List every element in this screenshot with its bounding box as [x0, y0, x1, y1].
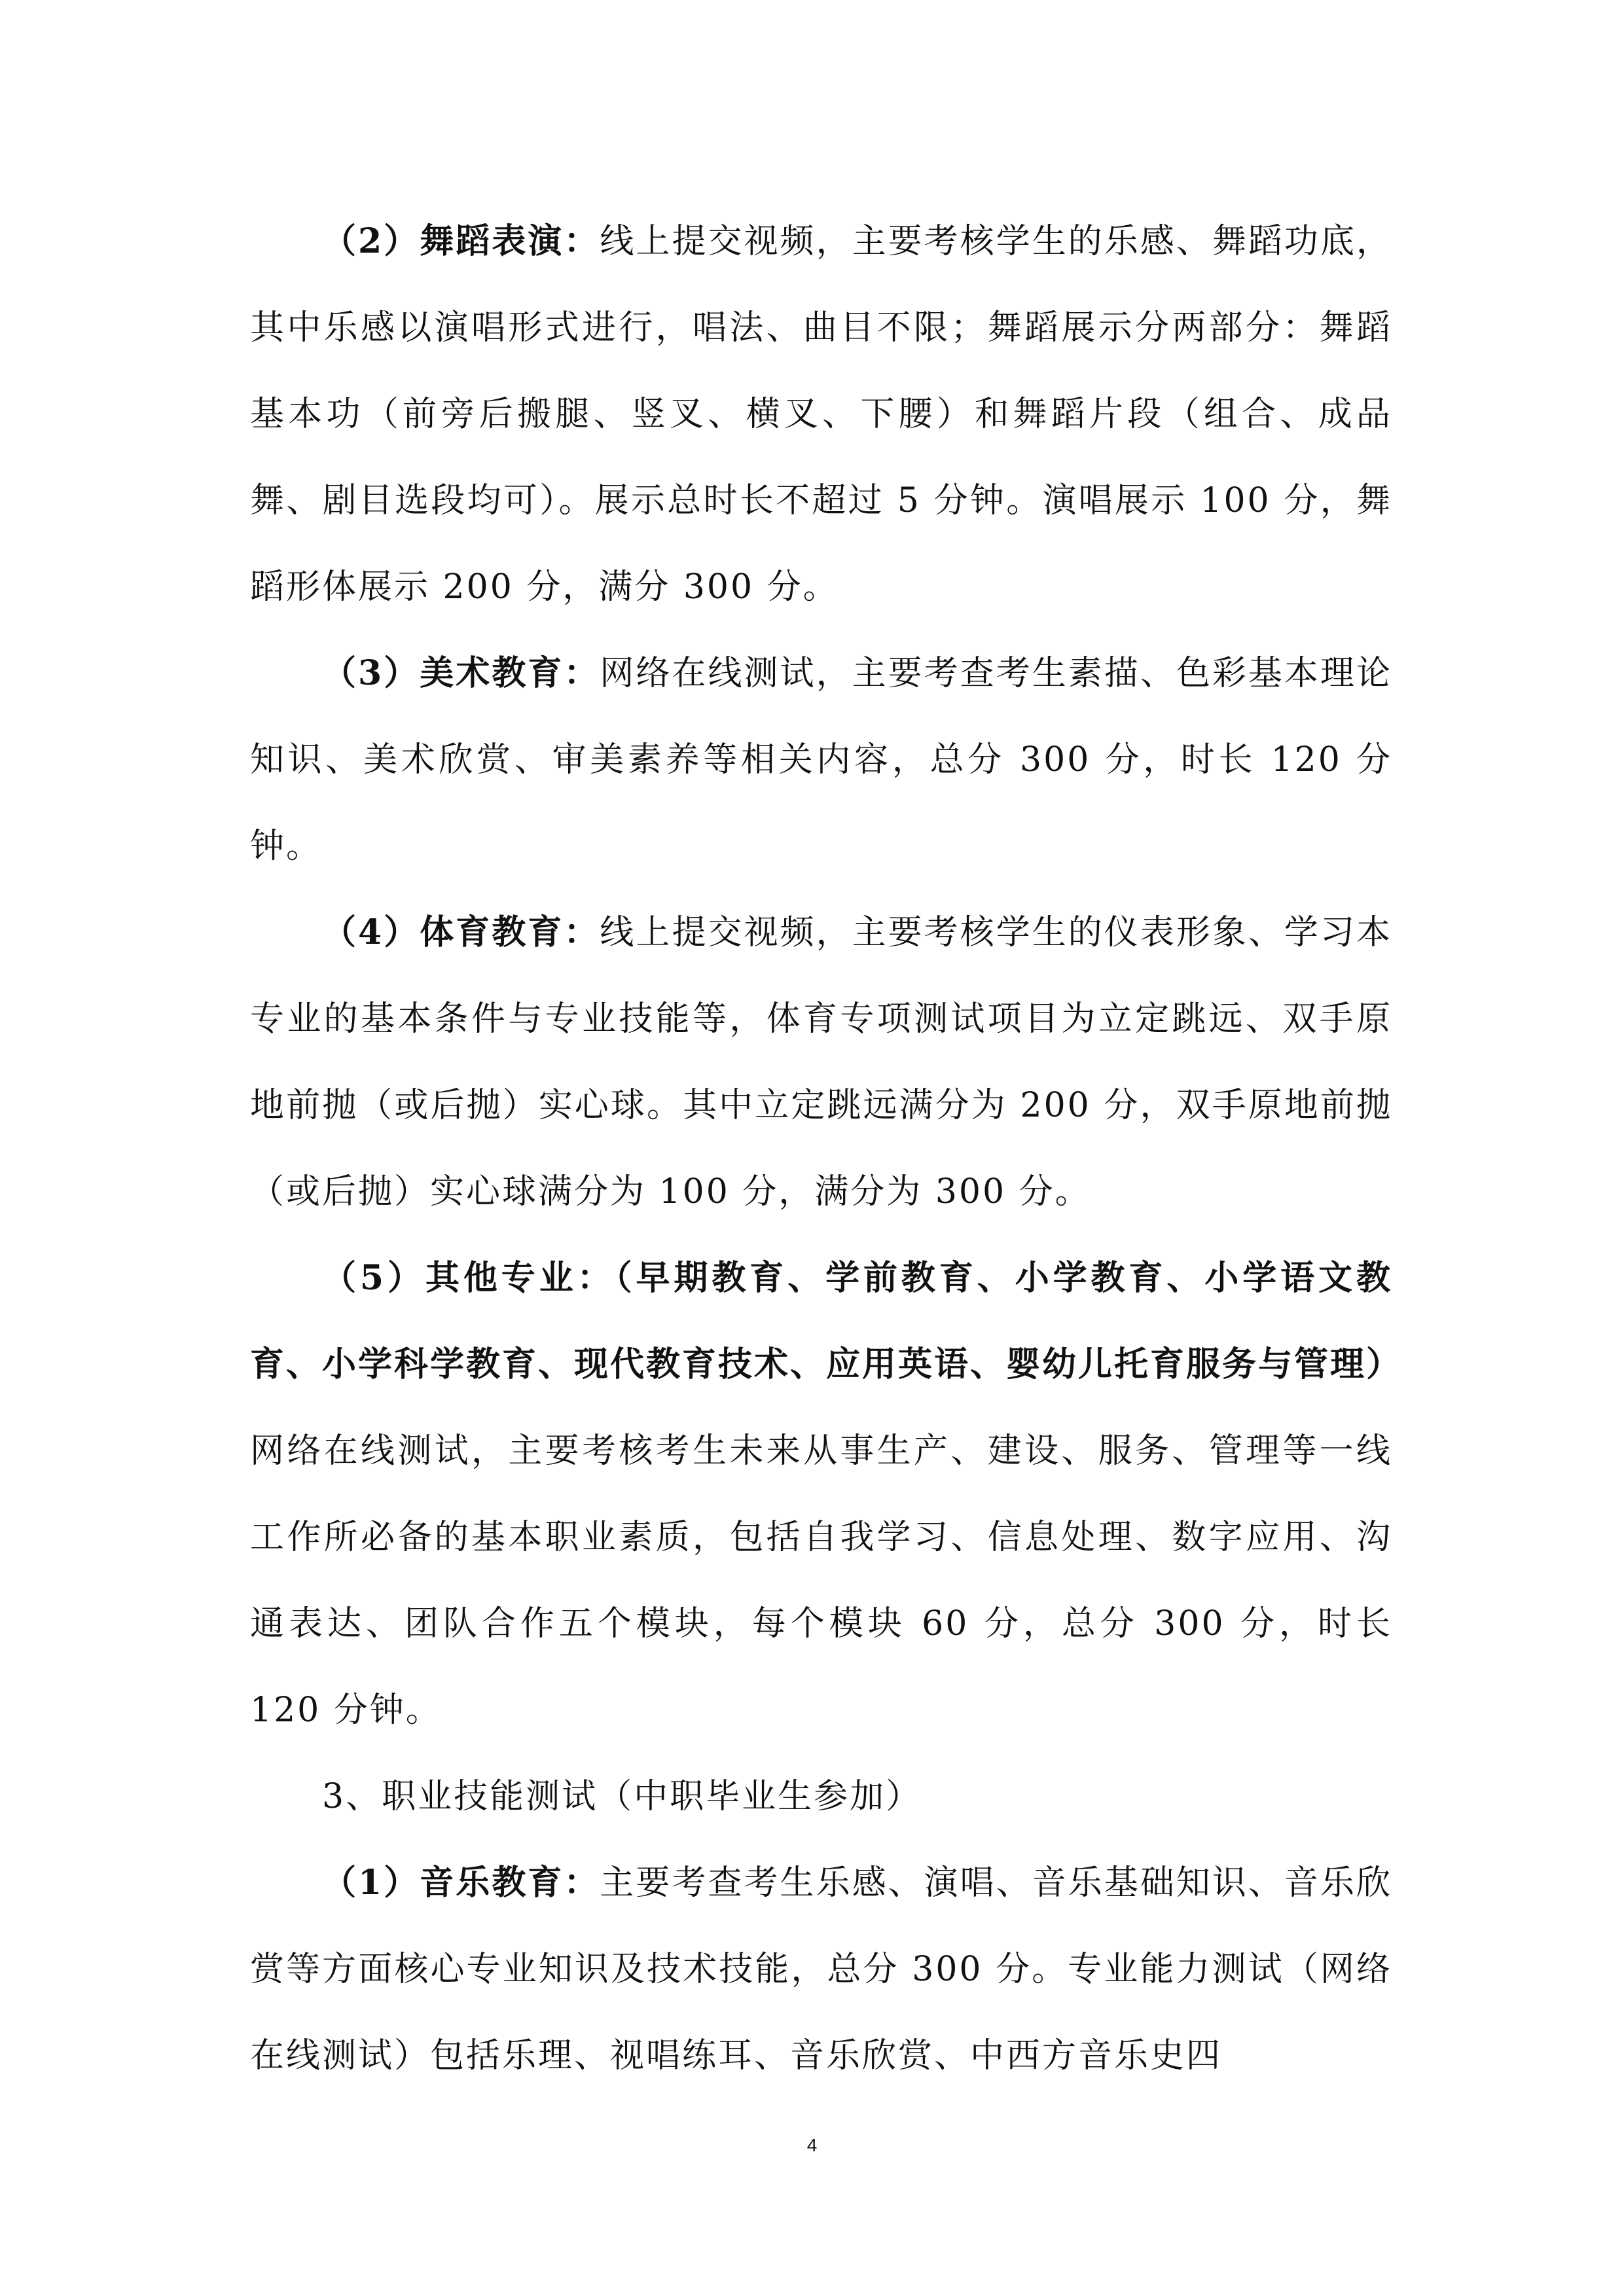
section-heading-text: 3、职业技能测试（中职毕业生参加） — [322, 1777, 922, 1816]
paragraph-text: 线上提交视频，主要考核学生的乐感、舞蹈功底，其中乐感以演唱形式进行，唱法、曲目不限；舞蹈展示分两部分：舞蹈基本功（前旁后搬腿、竖叉、横叉、下腰）和舞蹈片段（组合、成品舞、剧目选段均可）。展示总时长不超过 5 分钟。演唱展示 100 分，舞蹈形体展示 200 分，满分 300 分。 — [250, 222, 1392, 607]
paragraph-other — [250, 1235, 1403, 1753]
paragraph-text: 网络在线测试，主要考查考生素描、色彩基本理论知识、美术欣赏、审美素养等相关内容，总分 300 分，时长 120 分钟。 — [250, 654, 1392, 866]
paragraph-text: 网络在线测试，主要考核考生未来从事生产、建设、服务、管理等一线工作所必备的基本职业素质，包括自我学习、信息处理、数字应用、沟通表达、团队合作五个模块，每个模块 60 分，总分 300 分，时长 120 分钟。 — [250, 1431, 1392, 1730]
paragraph-label: （4）体育教育： — [322, 912, 600, 952]
section-heading-3 — [250, 1753, 1392, 1840]
paragraph-label: （3）美术教育： — [322, 653, 600, 693]
paragraph-text: 主要考查考生乐感、演唱、音乐基础知识、音乐欣赏等方面核心专业知识及技术技能，总分 300 分。专业能力测试（网络在线测试）包括乐理、视唱练耳、音乐欣赏、中西方音乐史四 — [250, 1863, 1392, 2075]
paragraph-dance — [250, 198, 1392, 630]
paragraph-music — [250, 1840, 1392, 2099]
paragraph-label: （2）舞蹈表演： — [322, 221, 600, 261]
page-number: 4 — [806, 2135, 818, 2155]
paragraph-pe — [250, 889, 1392, 1235]
paragraph-label: （5）其他专业：（早期教育、学前教育、小学教育、小学语文教育、小学科学教育、现代教育技术、应用英语、婴幼儿托育服务与管理） — [250, 1258, 1403, 1384]
page-content — [250, 198, 1403, 2099]
paragraph-art — [250, 630, 1392, 889]
paragraph-text: 线上提交视频，主要考核学生的仪表形象、学习本专业的基本条件与专业技能等，体育专项测试项目为立定跳远、双手原地前抛（或后抛）实心球。其中立定跳远满分为 200 分，双手原地前抛（或后抛）实心球满分为 100 分，满分为 300 分。 — [250, 913, 1392, 1211]
paragraph-label: （1）音乐教育： — [322, 1863, 600, 1903]
